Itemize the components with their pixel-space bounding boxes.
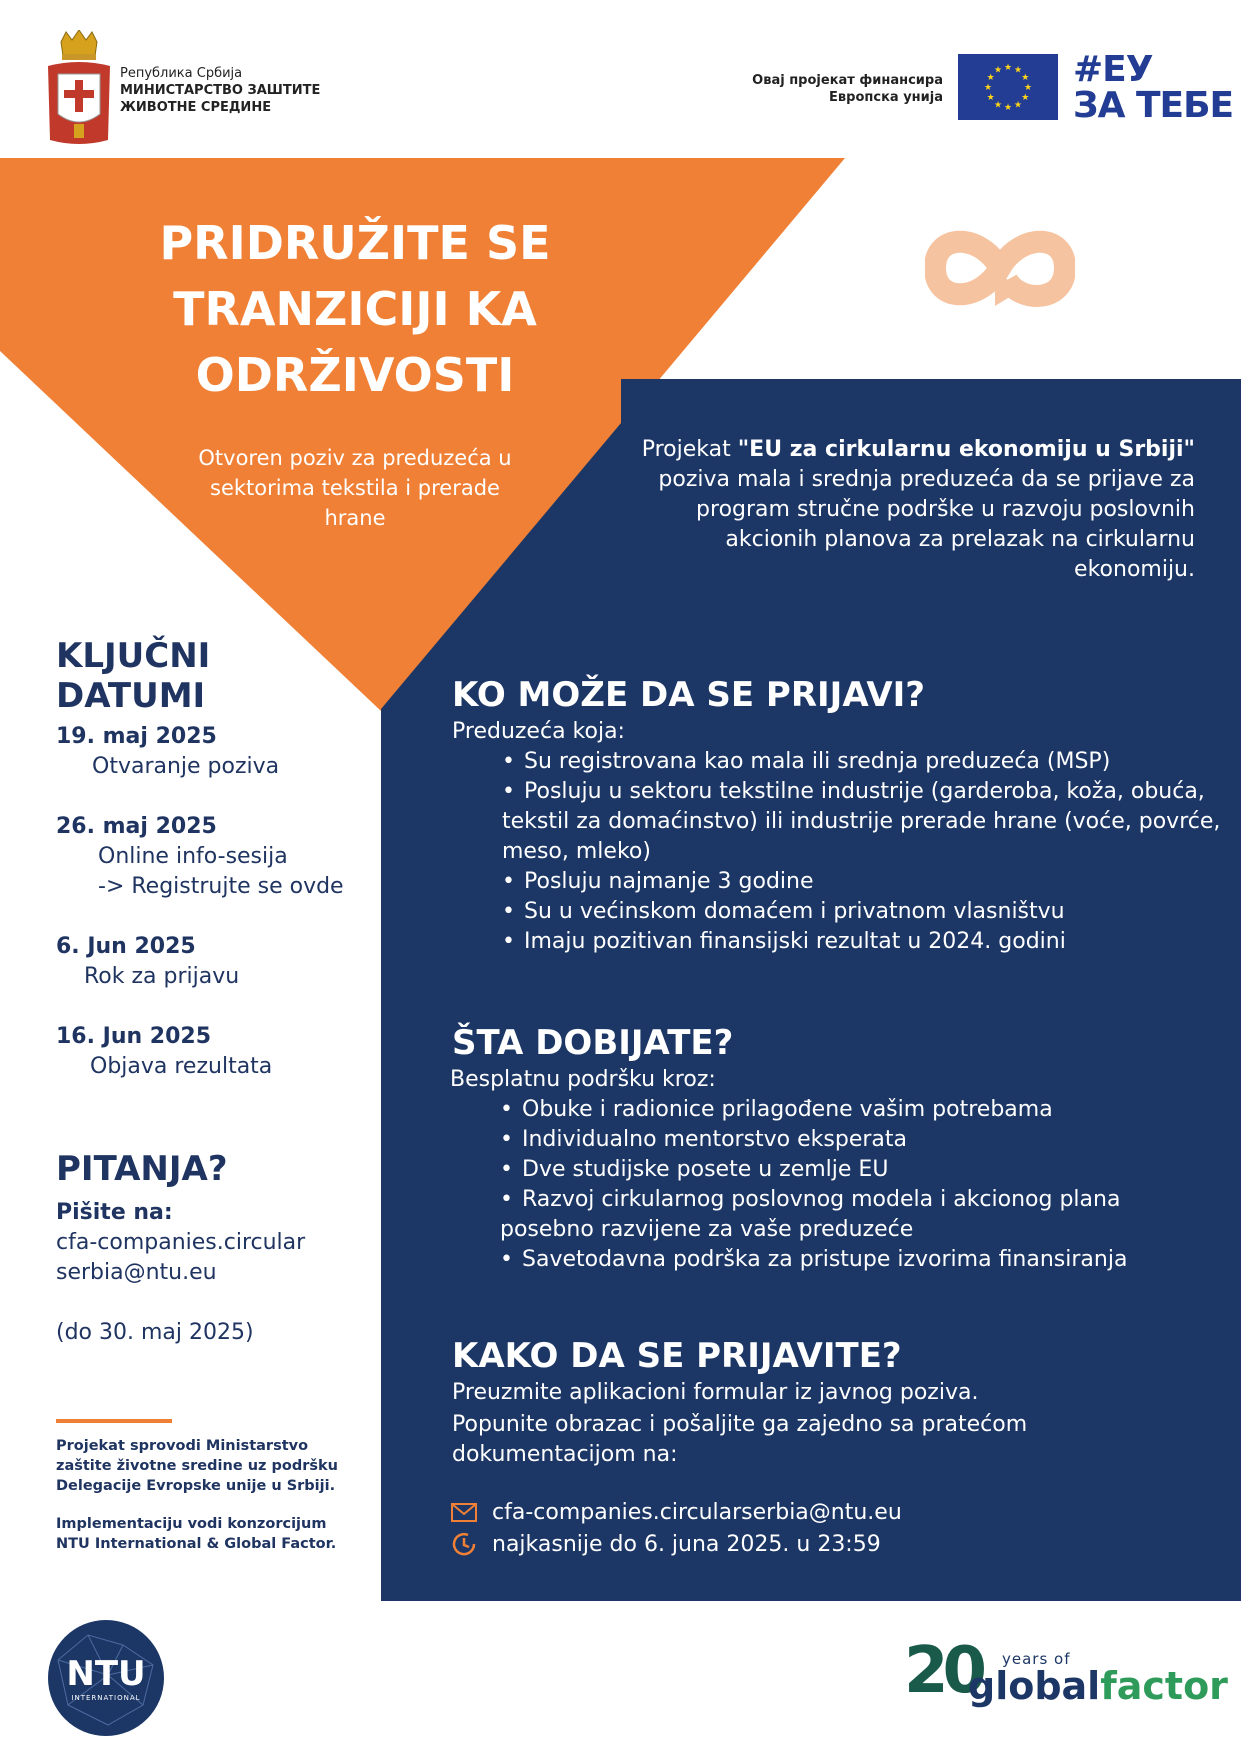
intro-project-name: "EU za cirkularnu ekonomiju u Srbiji" [737,437,1195,462]
orange-divider [56,1419,172,1423]
gf-name [968,1664,1228,1708]
key-date-event: Online info-sesija [98,844,288,869]
footnote [56,1436,356,1572]
gf-20-text: 20 [904,1634,982,1708]
key-date: 16. Jun 2025 [56,1024,212,1049]
eu-star: ★ [983,83,993,93]
eu-star: ★ [993,100,1003,111]
eu-slogan-line2: ЗА ТЕБЕ [1073,85,1234,126]
key-date-event: Otvaranje poziva [92,754,280,779]
list-item: • Razvoj cirkularnog poslovnog modela i akcionog plana posebno razvijene za vaše preduzeće [500,1187,1121,1242]
key-date: 26. maj 2025 [56,814,217,839]
apply-email-row [450,1498,902,1526]
key-date-event: Objava rezultata [90,1054,273,1079]
intro-prefix: Projekat [641,437,738,462]
list-item: • Savetodavna podrška za pristupe izvorima finansiranja [500,1247,1128,1272]
ministry-republic: Република Србија [120,66,243,81]
eu-star: ★ [1003,63,1013,73]
ministry-label [120,65,320,116]
questions-email-line1[interactable]: cfa-companies.circular [56,1230,306,1255]
hero-title-line2: TRANZICIJI KA [173,282,537,336]
triangle-overlap [381,379,621,709]
benefits-list [500,1095,1220,1275]
questions-email-line2[interactable]: serbia@ntu.eu [56,1260,217,1285]
questions-write-label: Pišite na: [56,1200,173,1225]
key-dates-heading [56,636,210,716]
eu-star: ★ [986,73,995,83]
footnote-implementer: Projekat sprovodi Ministarstvo zaštite životne sredine uz podršku Delegacije Evropske unije u Srbiji. [56,1438,338,1494]
project-intro [640,435,1195,585]
eu-slogan [1073,49,1234,126]
hero-title-line1: PRIDRUŽITE SE [159,216,551,270]
clock-icon [450,1530,478,1558]
who-intro: Preduzeća koja: [452,719,625,744]
hero-title [140,210,570,408]
list-item: • Dve studijske posete u zemlje EU [500,1157,889,1182]
eu-flag-logo [958,54,1058,124]
key-dates-heading-line1: KLJUČNI [56,636,211,676]
list-item: • Imaju pozitivan finansijski rezultat u 2024. godini [502,929,1066,954]
eu-slogan-line1: #ЕУ [1073,49,1153,90]
key-date: 6. Jun 2025 [56,934,196,959]
ntu-logo-text: NTU [66,1654,146,1694]
list-item: • Individualno mentorstvo eksperata [500,1127,908,1152]
list-item: • Obuke i radionice prilagođene vašim potrebama [500,1097,1053,1122]
list-item: • Posluju najmanje 3 godine [502,869,814,894]
ministry-name-line1: МИНИСТАРСТВО ЗАШТИТЕ [120,83,321,98]
key-date: 19. maj 2025 [56,724,217,749]
questions-heading: PITANJA? [56,1149,228,1189]
hero-subtitle: Otvoren poziv za preduzeća u sektorima tekstila i prerade hrane [198,446,512,530]
serbia-coat-of-arms-logo [48,30,110,150]
benefits-heading: ŠTA DOBIJATE? [452,1023,734,1063]
apply-email-link[interactable]: cfa-companies.circularserbia@ntu.eu [492,1499,902,1525]
list-item: • Su u većinskom domaćem i privatnom vlasništvu [502,899,1065,924]
eu-star: ★ [1003,103,1013,113]
gf-years-text: years of [1002,1650,1071,1668]
eu-star: ★ [993,65,1003,76]
apply-deadline-text: najkasnije do 6. juna 2025. u 23:59 [492,1531,881,1557]
list-item: • Posluju u sektoru tekstilne industrije (garderoba, koža, obuća, tekstil za domaćinstvo) ili industrije prerade hrane (voće, povrće, meso, mleko) [502,779,1221,864]
eu-funding-label [700,72,943,106]
info-session-registration-link[interactable]: -> Registrujte se ovde [98,874,344,899]
intro-text: poziva mala i srednja preduzeća da se prijave za program stručne podrške u razvoju poslovnih akcionih planova za prelazak na cirkularnu ekonomiju. [658,467,1195,582]
eu-star: ★ [1023,83,1033,93]
benefits-intro: Besplatnu podršku kroz: [450,1067,716,1092]
eligibility-list [502,747,1222,957]
apply-deadline-row [450,1530,881,1558]
key-dates-heading-line2: DATUMI [56,676,206,716]
list-item: • Su registrovana kao mala ili srednja preduzeća (MSP) [502,749,1111,774]
ntu-logo-subtext: INTERNATIONAL [71,1694,141,1702]
global-factor-logo [904,1634,1228,1720]
funding-line1: Овај пројекат финансира [752,73,943,88]
apply-step2: Popunite obrazac i pošaljite ga zajedno sa pratećom dokumentacijom na: [452,1412,1028,1467]
gf-name-global: global [968,1664,1101,1708]
eu-star: ★ [1013,65,1023,76]
eu-star: ★ [986,93,995,103]
questions-deadline: (do 30. maj 2025) [56,1320,254,1345]
eu-star: ★ [1021,73,1030,83]
circular-economy-icon [925,218,1075,322]
funding-line2: Европска унија [829,90,943,105]
gf-name-factor: factor [1100,1664,1228,1708]
hero-title-line3: ODRŽIVOSTI [195,348,515,402]
envelope-icon [450,1498,478,1526]
ministry-name-line2: ЖИВОТНЕ СРЕДИНЕ [120,100,272,115]
eu-star: ★ [1013,100,1023,111]
how-to-apply-heading: KAKO DA SE PRIJAVITE? [452,1336,902,1376]
footnote-consortium: Implementaciju vodi konzorcijum NTU International & Global Factor. [56,1516,337,1552]
who-can-apply-heading: KO MOŽE DA SE PRIJAVI? [452,675,926,715]
key-date-event: Rok za prijavu [84,964,240,989]
apply-step1: Preuzmite aplikacioni formular iz javnog poziva. [452,1380,979,1405]
ntu-international-logo [48,1620,164,1736]
eu-star: ★ [1021,93,1030,103]
